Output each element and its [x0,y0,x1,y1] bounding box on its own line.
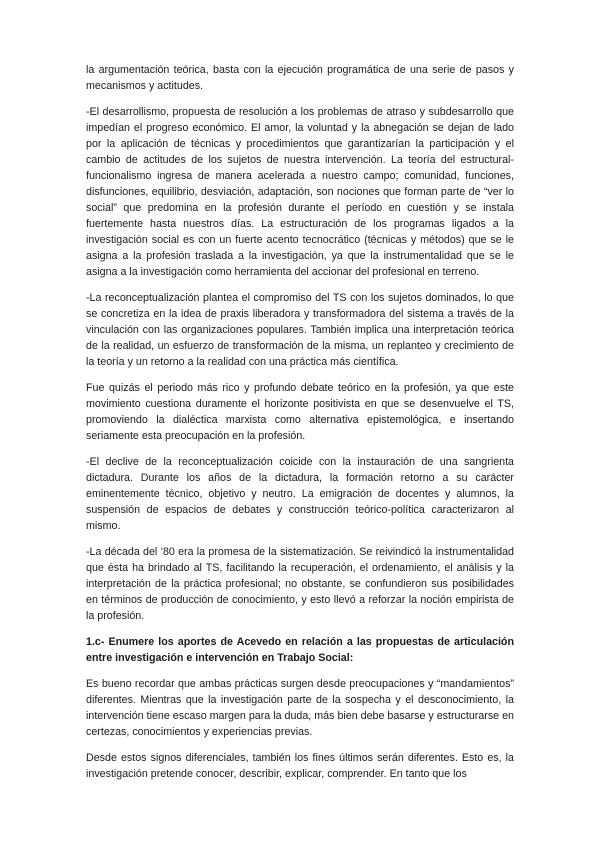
paragraph-debate-teorico: Fue quizás el periodo más rico y profundo debate teórico en la profesión, ya que este movimiento cuestiona duramente el horizonte positivista en que se desenvuelve el TS, promoviendo la dialéctica marxista como alternativa epistemológica, e insertando seriamente esta preocupación en la profesión. [86,382,514,442]
paragraph-preocupaciones: Es bueno recordar que ambas prácticas surgen desde preocupaciones y “mandamientos” diferentes. Mientras que la investigación parte de la sospecha y el desconocimiento, la intervención tiene escaso margen para la duda, más bien debe basarse y estructurarse en certezas, conocimientos y experiencias previas. [86,678,514,738]
paragraph-fines-ultimos: Desde estos signos diferenciales, también los fines últimos serán diferentes. Esto es, la investigación pretende conocer, describir, explicar, comprender. En tanto que los [86,752,514,780]
paragraph-decada-80: -La década del ’80 era la promesa de la sistematización. Se reivindicó la instrumentalidad que ésta ha brindado al TS, facilitando la recuperación, el ordenamiento, el análisis y la interpretación de la práctica profesional; no obstante, se confundieron sus posibilidades en términos de producción de conocimiento, y esto llevó a reforzar la noción empirista de la profesión. [86,546,514,622]
paragraph-argumentacion: la argumentación teórica, basta con la ejecución programática de una serie de pasos y mecanismos y actitudes. [86,64,514,92]
paragraph-declive: -El declive de la reconceptualización coicide con la instauración de una sangrienta dictadura. Durante los años de la dictadura, la formación retorno a su carácter eminentemente técnico, objetivo y neutro. La emigración de docentes y alumnos, la suspensión de espacios de debates y construcción teórico-política caracterizaron al mismo. [86,456,514,532]
section-heading-1c: 1.c- Enumere los aportes de Acevedo en relación a las propuestas de articulación entre investigación e intervención en Trabajo Social: [86,636,514,664]
paragraph-reconceptualizacion: -La reconceptualización plantea el compromiso del TS con los sujetos dominados, lo que se concretiza en la idea de praxis liberadora y transformadora del sistema a través de la vinculación con las organizaciones populares. También implica una interpretación teórica de la realidad, un esfuerzo de transformación de la misma, un replanteo y crecimiento de la teoría y un retorno a la realidad con una práctica más científica. [86,292,514,368]
paragraph-desarrollismo: -El desarrollismo, propuesta de resolución a los problemas de atraso y subdesarrollo que impedían el progreso económico. El amor, la voluntad y la abnegación se dejan de lado por la aplicación de técnicas y procedimientos que garantizarían la participación y el cambio de actitudes de los sujetos de nuestra intervención. La teoría del estructural-funcionalismo ingresa de manera acelerada a nuestro campo; comunidad, funciones, disfunciones, equilibrio, desviación, adaptación, son nociones que forman parte de “ver lo social” que predomina en la profesión durante el período en cuestión y se instala fuertemente hasta nuestros días. La estructuración de los programas ligados a la investigación social es con un fuerte acento tecnocrático (técnicas y métodos) que se le asigna a la profesión traslada a la investigación, ya que la instrumentalidad que se le asigna a la investigación como herramienta del accionar del profesional en terreno. [86,106,514,278]
